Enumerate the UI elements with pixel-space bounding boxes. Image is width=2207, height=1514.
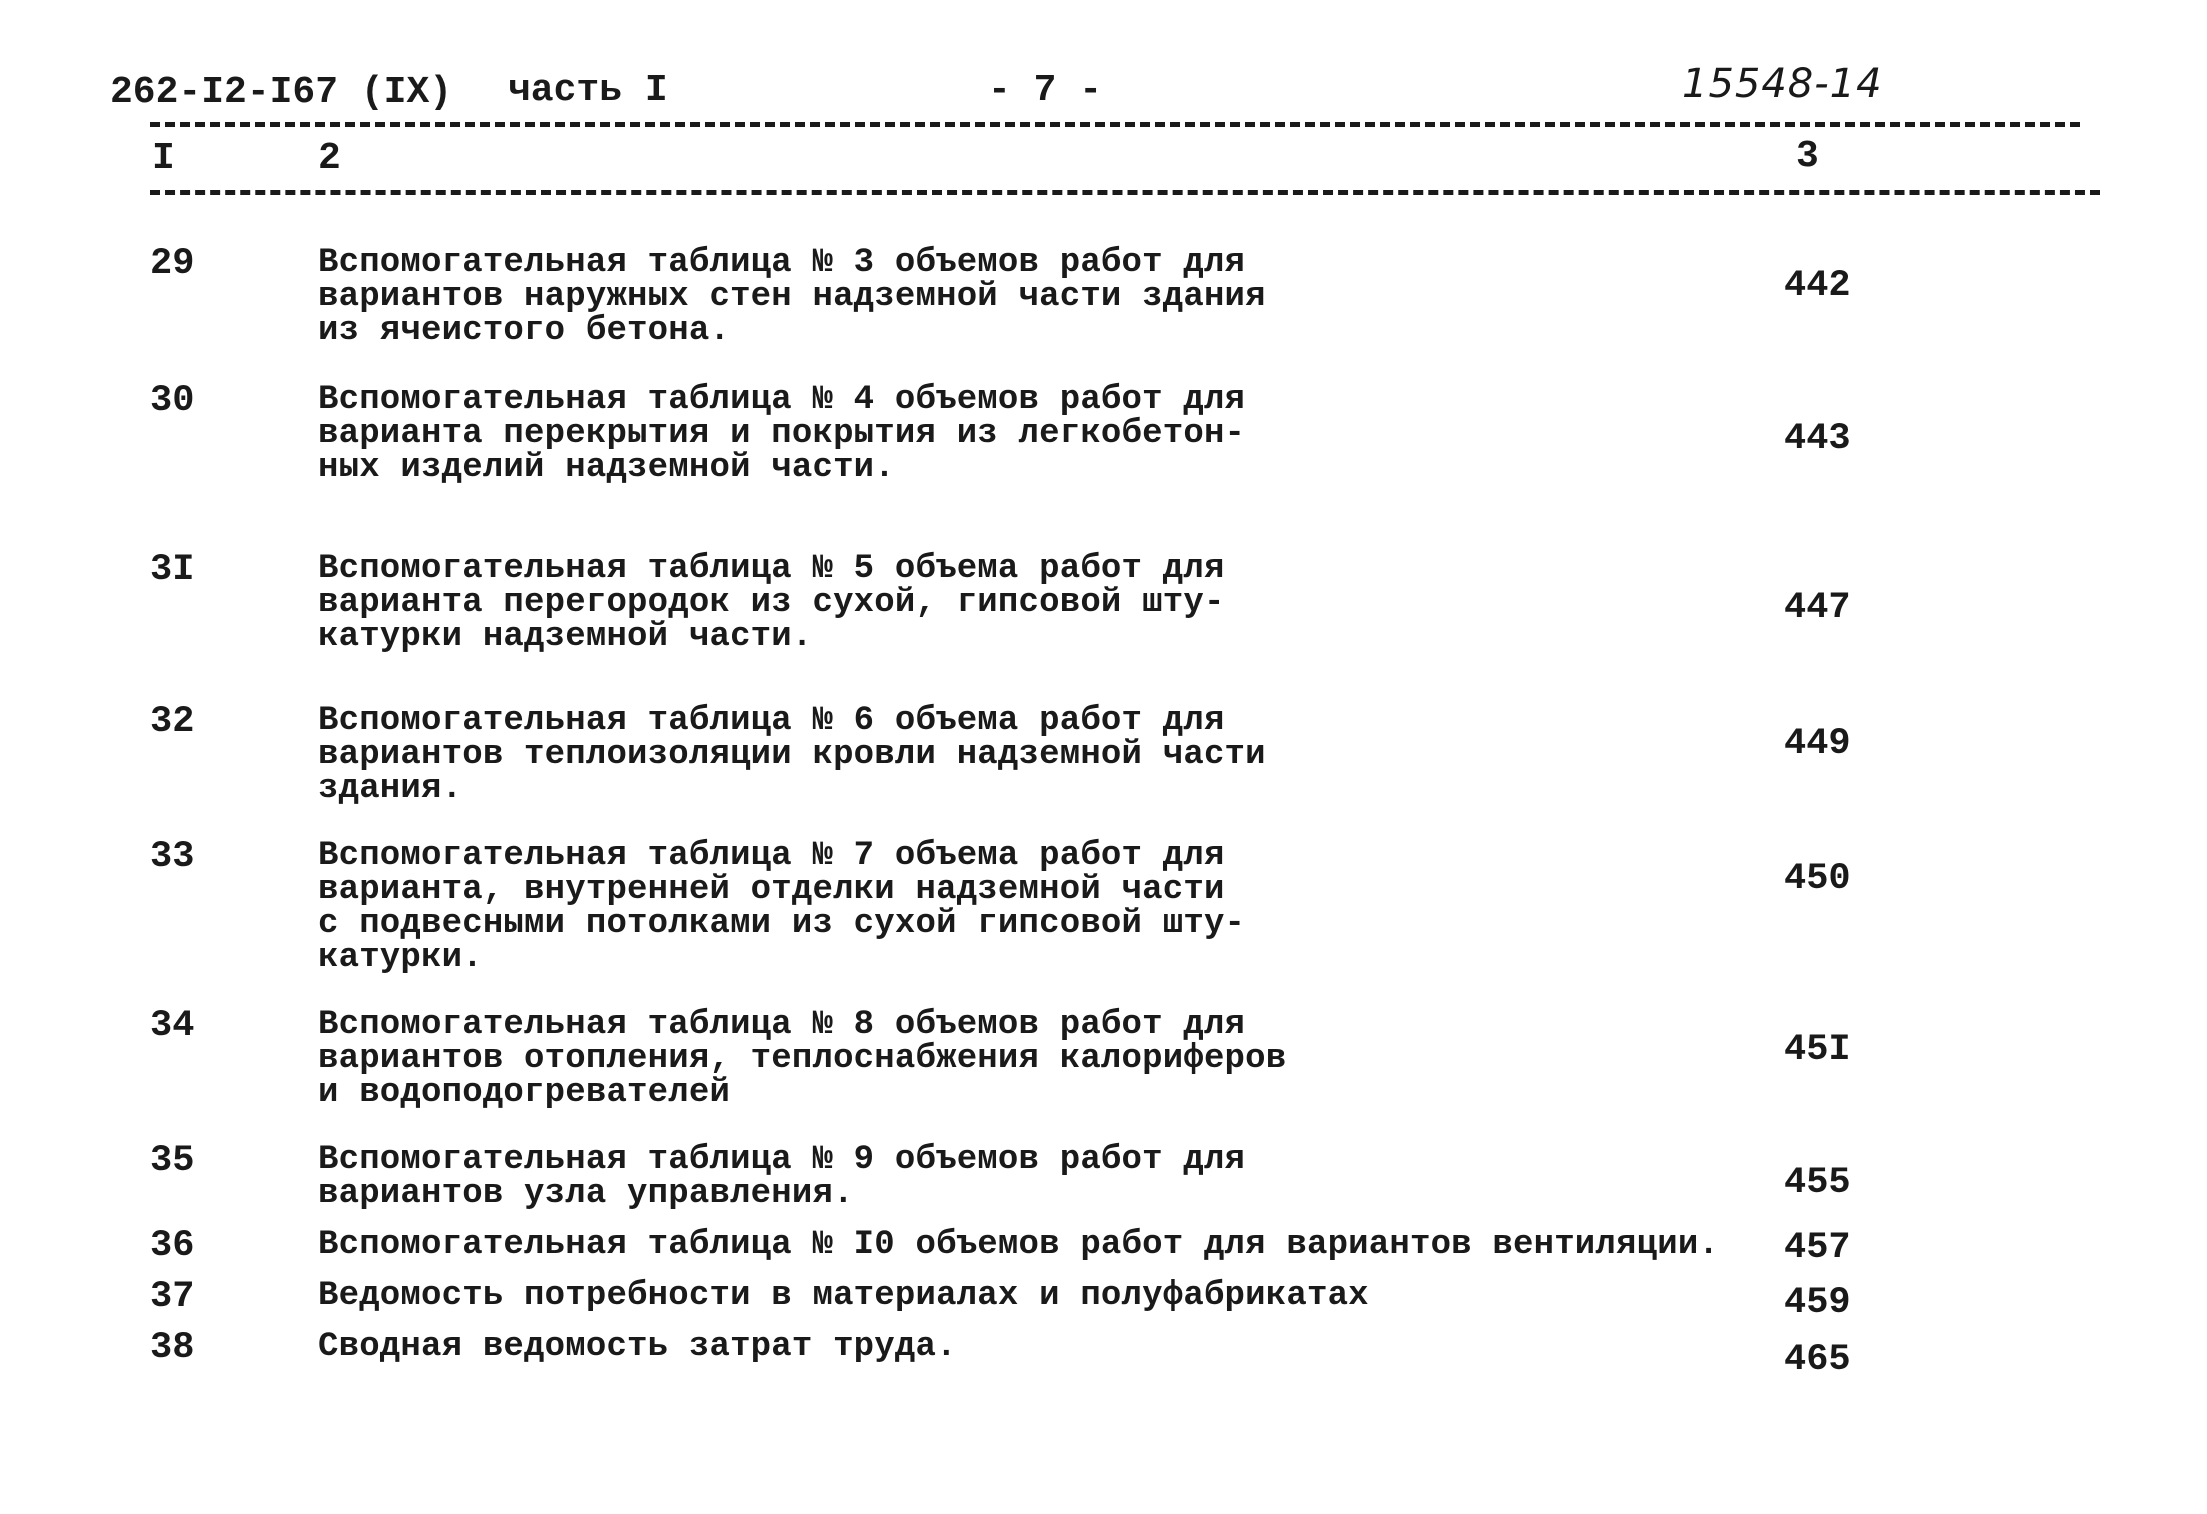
entry-title: Вспомогательная таблица № 8 объемов работ для вариантов отопления, теплоснабжения калориферов и водоподогревателей bbox=[318, 1006, 1287, 1112]
page-number: - 7 - bbox=[988, 69, 1103, 112]
entry-number: 29 bbox=[150, 243, 195, 285]
column-header-1: I bbox=[152, 137, 175, 180]
entry-number: 34 bbox=[150, 1005, 195, 1047]
document-code: 262-I2-I67 (IX) bbox=[110, 71, 453, 114]
entry-number: 36 bbox=[150, 1225, 195, 1267]
entry-number: 35 bbox=[150, 1140, 195, 1182]
entry-title: Вспомогательная таблица № 6 объема работ для вариантов теплоизоляции кровли надземной части здания. bbox=[318, 702, 1266, 808]
entry-title: Вспомогательная таблица № 4 объемов работ для варианта перекрытия и покрытия из легкобетон- ных изделий надземной части. bbox=[318, 381, 1246, 487]
column-header-3: 3 bbox=[1796, 135, 1819, 178]
entry-number: 32 bbox=[150, 701, 195, 743]
entry-page: 465 bbox=[1784, 1339, 1851, 1381]
entry-page: 447 bbox=[1784, 587, 1851, 629]
entry-page: 455 bbox=[1784, 1162, 1851, 1204]
header-rule-top bbox=[150, 122, 2080, 127]
entry-number: 3I bbox=[150, 549, 195, 591]
entry-page: 457 bbox=[1784, 1227, 1851, 1269]
entry-title: Вспомогательная таблица № 3 объемов работ для вариантов наружных стен надземной части здания из ячеистого бетона. bbox=[318, 244, 1266, 350]
entry-number: 30 bbox=[150, 380, 195, 422]
entry-number: 33 bbox=[150, 836, 195, 878]
entry-page: 450 bbox=[1784, 858, 1851, 900]
entry-page: 443 bbox=[1784, 418, 1851, 460]
entry-number: 38 bbox=[150, 1327, 195, 1369]
entry-title: Вспомогательная таблица № 5 объема работ для варианта перегородок из сухой, гипсовой шту- катурки надземной части. bbox=[318, 550, 1225, 656]
entry-title: Вспомогательная таблица № 7 объема работ для варианта, внутренней отделки надземной части с подвесными потолками из сухой гипсовой шту- катурки. bbox=[318, 837, 1246, 977]
entry-title: Сводная ведомость затрат труда. bbox=[318, 1328, 957, 1366]
entry-title: Вспомогательная таблица № I0 объемов работ для вариантов вентиляции. bbox=[318, 1226, 1720, 1264]
entry-number: 37 bbox=[150, 1276, 195, 1318]
entry-page: 45I bbox=[1784, 1029, 1851, 1071]
entry-page: 449 bbox=[1784, 723, 1851, 765]
entry-title: Ведомость потребности в материалах и полуфабрикатах bbox=[318, 1277, 1369, 1315]
archive-number-handwritten: 15548-14 bbox=[1682, 61, 1883, 107]
entry-title: Вспомогательная таблица № 9 объемов работ для вариантов узла управления. bbox=[318, 1141, 1246, 1213]
header-rule-bottom bbox=[150, 190, 2100, 195]
column-header-2: 2 bbox=[318, 137, 341, 180]
entry-page: 459 bbox=[1784, 1282, 1851, 1324]
document-part: часть I bbox=[508, 69, 668, 112]
entry-page: 442 bbox=[1784, 265, 1851, 307]
